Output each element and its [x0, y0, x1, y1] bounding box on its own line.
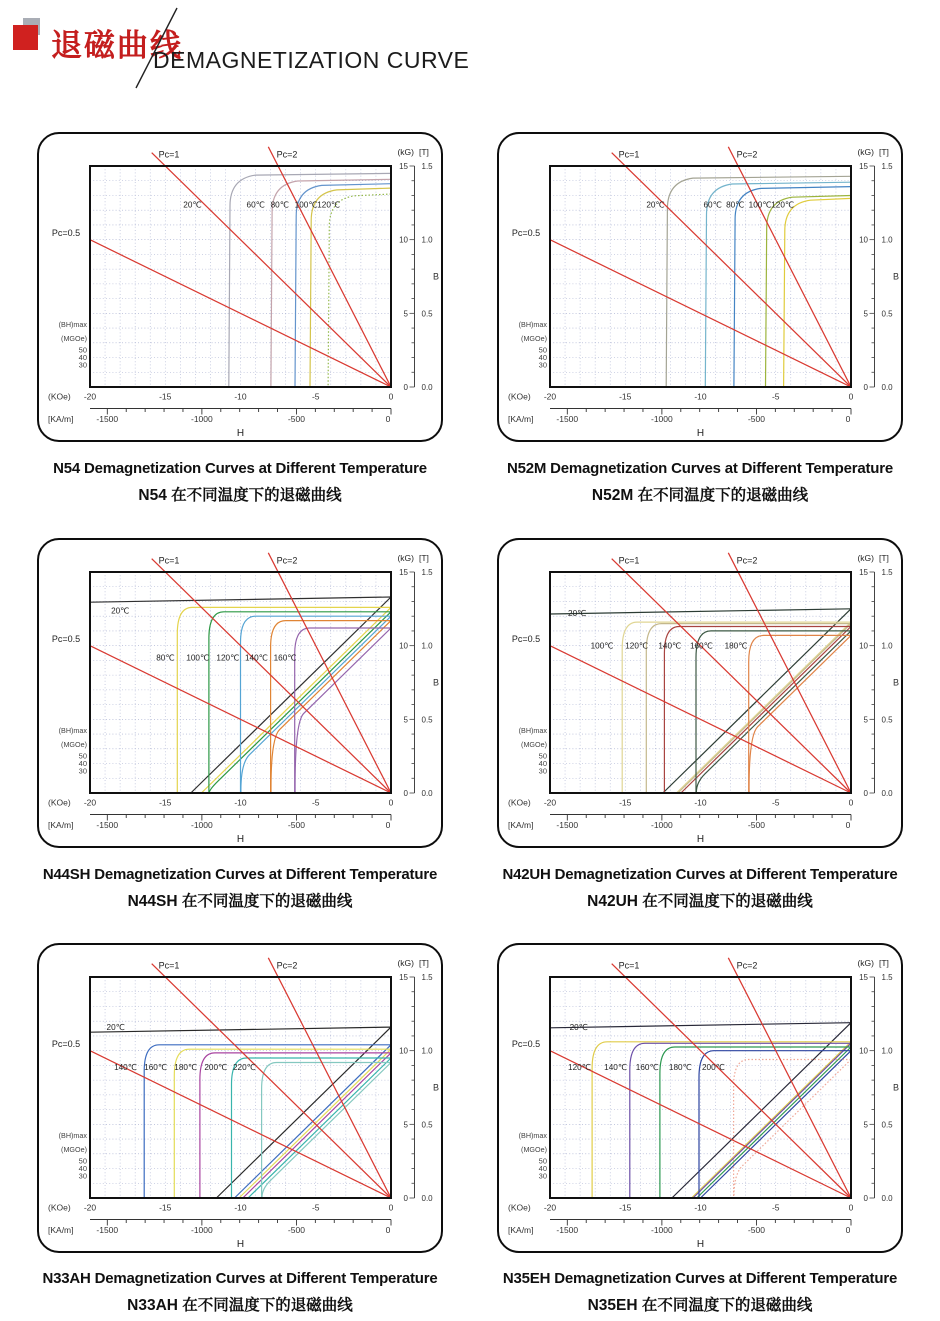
svg-text:10: 10 [859, 235, 868, 245]
svg-text:(MGOe): (MGOe) [521, 334, 547, 343]
svg-text:Pc=0.5: Pc=0.5 [511, 228, 541, 238]
bhmax-labels [519, 726, 548, 775]
svg-text:1.0: 1.0 [881, 641, 893, 651]
svg-text:0.0: 0.0 [421, 788, 433, 798]
svg-text:220℃: 220℃ [232, 1062, 256, 1072]
svg-text:5: 5 [863, 715, 868, 725]
svg-text:0: 0 [388, 797, 394, 808]
svg-text:[T]: [T] [419, 958, 429, 968]
svg-text:0.5: 0.5 [421, 1120, 433, 1130]
svg-text:-5: -5 [311, 797, 320, 808]
svg-text:0.0: 0.0 [881, 788, 893, 798]
svg-text:50: 50 [78, 345, 87, 355]
svg-text:0: 0 [403, 788, 408, 798]
svg-text:0: 0 [845, 820, 851, 830]
b-axis [399, 162, 439, 392]
chart-panel-n52m [497, 132, 903, 442]
svg-text:120℃: 120℃ [216, 653, 240, 663]
chart-panel-n44sh [37, 538, 443, 848]
caption-n35eh-zh: N35EH 在不同温度下的退磁曲线 [587, 1297, 813, 1314]
caption-n44sh-en: N44SH Demagnetization Curves at Different Temperature [42, 866, 438, 883]
svg-text:-15: -15 [619, 797, 632, 808]
svg-text:50: 50 [78, 1156, 87, 1166]
svg-text:80℃: 80℃ [270, 200, 289, 210]
svg-text:0.0: 0.0 [881, 382, 893, 392]
svg-text:0.0: 0.0 [421, 382, 433, 392]
svg-text:-1000: -1000 [191, 414, 213, 424]
chart-panel-n35eh [497, 943, 903, 1253]
svg-text:160℃: 160℃ [635, 1062, 659, 1072]
svg-text:10: 10 [399, 641, 408, 651]
svg-text:(kG): (kG) [857, 147, 874, 157]
caption-n42uh-zh: N42UH 在不同温度下的退磁曲线 [587, 893, 813, 910]
svg-text:180℃: 180℃ [668, 1062, 692, 1072]
svg-text:-1500: -1500 [556, 820, 579, 830]
svg-text:15: 15 [859, 568, 868, 577]
bhmax-labels [59, 320, 88, 369]
svg-text:[KA/m]: [KA/m] [508, 414, 534, 424]
demag-chart-n33ah [40, 947, 441, 1250]
svg-text:Pc=1: Pc=1 [158, 960, 180, 971]
h-axis-koe [48, 1203, 394, 1213]
svg-text:30: 30 [538, 766, 547, 776]
svg-text:20℃: 20℃ [646, 200, 665, 210]
svg-text:-15: -15 [159, 797, 172, 808]
svg-text:180℃: 180℃ [724, 641, 748, 651]
svg-text:B: B [432, 271, 440, 282]
svg-text:(kG): (kG) [397, 958, 414, 968]
svg-text:160℃: 160℃ [273, 653, 297, 663]
svg-text:5: 5 [403, 1120, 408, 1130]
svg-text:0: 0 [848, 391, 854, 402]
svg-text:-500: -500 [287, 414, 305, 424]
svg-text:(BH)max: (BH)max [58, 320, 87, 329]
svg-text:(kG): (kG) [397, 147, 414, 157]
svg-text:1.0: 1.0 [421, 235, 433, 245]
caption-n35eh-en: N35EH Demagnetization Curves at Different Temperature [502, 1270, 898, 1287]
svg-text:1.0: 1.0 [421, 641, 433, 651]
h-axis-koe [508, 1203, 854, 1213]
svg-text:(kG): (kG) [857, 553, 874, 563]
chart-panel-n54 [37, 132, 443, 442]
svg-text:0.5: 0.5 [421, 309, 433, 319]
svg-text:50: 50 [538, 1156, 547, 1166]
svg-text:-1500: -1500 [96, 1225, 119, 1235]
svg-text:20℃: 20℃ [568, 609, 587, 619]
svg-text:[T]: [T] [879, 958, 889, 968]
h-axis-koe [48, 798, 394, 808]
svg-text:0: 0 [863, 382, 868, 392]
plot-box [550, 166, 851, 387]
svg-text:-10: -10 [694, 1202, 707, 1213]
svg-text:-1500: -1500 [96, 820, 119, 830]
svg-text:-5: -5 [311, 391, 320, 402]
svg-text:30: 30 [78, 1171, 87, 1181]
svg-text:100℃: 100℃ [186, 653, 210, 663]
svg-text:1.0: 1.0 [881, 235, 893, 245]
svg-text:Pc=2: Pc=2 [736, 149, 758, 160]
bhmax-labels [519, 320, 548, 369]
svg-text:[KA/m]: [KA/m] [48, 414, 74, 424]
demag-chart-n35eh [500, 947, 901, 1250]
svg-text:15: 15 [399, 973, 408, 982]
svg-text:-10: -10 [694, 797, 707, 808]
svg-text:140℃: 140℃ [245, 653, 268, 663]
svg-text:1.5: 1.5 [881, 162, 893, 171]
svg-text:40: 40 [538, 759, 547, 769]
svg-text:Pc=2: Pc=2 [736, 555, 758, 566]
svg-text:40: 40 [78, 353, 87, 363]
svg-text:80℃: 80℃ [156, 653, 175, 663]
svg-text:40: 40 [538, 353, 547, 363]
grid [550, 166, 851, 387]
svg-text:0: 0 [863, 788, 868, 798]
svg-text:-20: -20 [543, 391, 557, 402]
svg-text:(BH)max: (BH)max [518, 320, 547, 329]
b-axis [399, 973, 439, 1203]
svg-text:Pc=1: Pc=1 [158, 149, 180, 160]
svg-text:B: B [892, 271, 900, 282]
svg-text:0.5: 0.5 [421, 715, 433, 725]
svg-text:0.0: 0.0 [881, 1193, 893, 1203]
svg-text:0: 0 [845, 1225, 851, 1235]
svg-text:0: 0 [863, 1193, 868, 1203]
svg-text:(MGOe): (MGOe) [521, 740, 547, 749]
svg-text:B: B [432, 677, 440, 688]
svg-text:160℃: 160℃ [689, 641, 713, 651]
svg-text:100℃: 100℃ [590, 641, 614, 651]
svg-text:-5: -5 [771, 797, 780, 808]
svg-text:0: 0 [385, 1225, 391, 1235]
chart-panel-n33ah [37, 943, 443, 1253]
svg-text:(KOe): (KOe) [48, 391, 71, 402]
svg-text:-20: -20 [83, 1202, 97, 1213]
svg-text:180℃: 180℃ [174, 1062, 198, 1072]
svg-text:H: H [696, 428, 705, 439]
svg-text:(MGOe): (MGOe) [61, 334, 87, 343]
svg-text:10: 10 [859, 641, 868, 651]
b-axis [859, 162, 899, 392]
h-axis-kam [508, 1220, 851, 1251]
svg-text:120℃: 120℃ [317, 200, 341, 210]
page-title-english: DEMAGNETIZATION CURVE [153, 47, 470, 73]
svg-text:0.5: 0.5 [881, 309, 893, 319]
svg-text:-1500: -1500 [96, 414, 119, 424]
svg-text:-1000: -1000 [191, 1225, 213, 1235]
svg-text:(MGOe): (MGOe) [61, 740, 87, 749]
svg-text:(KOe): (KOe) [508, 391, 531, 402]
svg-text:-5: -5 [771, 1202, 780, 1213]
svg-text:30: 30 [78, 360, 87, 370]
svg-text:0: 0 [388, 1202, 394, 1213]
svg-text:B: B [892, 1082, 900, 1093]
svg-text:Pc=2: Pc=2 [276, 149, 298, 160]
demag-chart-n44sh [40, 542, 441, 845]
svg-text:[T]: [T] [419, 147, 429, 157]
svg-text:(KOe): (KOe) [508, 1202, 531, 1213]
svg-text:20℃: 20℃ [106, 1023, 125, 1033]
svg-text:(BH)max: (BH)max [58, 726, 87, 735]
svg-text:-1000: -1000 [191, 820, 213, 830]
caption-n54-zh: N54 在不同温度下的退磁曲线 [138, 487, 342, 504]
svg-text:20℃: 20℃ [569, 1023, 588, 1033]
svg-text:200℃: 200℃ [702, 1062, 725, 1072]
temperature-labels [183, 200, 340, 209]
svg-text:Pc=0.5: Pc=0.5 [511, 634, 541, 644]
svg-text:-500: -500 [287, 1225, 305, 1235]
svg-text:40: 40 [78, 759, 87, 769]
svg-text:(kG): (kG) [397, 553, 414, 563]
bhmax-labels [59, 726, 88, 775]
svg-text:1.0: 1.0 [881, 1046, 893, 1056]
svg-text:30: 30 [538, 360, 547, 370]
h-axis-kam [508, 409, 851, 440]
svg-text:Pc=0.5: Pc=0.5 [51, 634, 81, 644]
grid [550, 572, 851, 793]
svg-text:[KA/m]: [KA/m] [48, 1225, 74, 1235]
svg-text:0: 0 [385, 414, 391, 424]
svg-text:-15: -15 [159, 391, 172, 402]
svg-text:50: 50 [538, 345, 547, 355]
svg-text:100℃: 100℃ [748, 200, 772, 210]
svg-text:H: H [696, 1239, 705, 1250]
svg-text:-5: -5 [771, 391, 780, 402]
svg-text:160℃: 160℃ [144, 1062, 168, 1072]
svg-text:[KA/m]: [KA/m] [508, 1225, 534, 1235]
svg-text:0: 0 [845, 414, 851, 424]
bhmax-labels [519, 1131, 548, 1180]
svg-text:(BH)max: (BH)max [518, 726, 547, 735]
svg-text:120℃: 120℃ [568, 1062, 591, 1072]
svg-text:140℃: 140℃ [604, 1062, 628, 1072]
svg-text:0: 0 [385, 820, 391, 830]
svg-text:10: 10 [399, 235, 408, 245]
grid [90, 977, 391, 1198]
svg-text:80℃: 80℃ [726, 200, 745, 210]
svg-text:-500: -500 [287, 820, 305, 830]
svg-text:-20: -20 [83, 797, 97, 808]
svg-text:120℃: 120℃ [771, 200, 795, 210]
b-axis [859, 568, 899, 798]
grid [90, 166, 391, 387]
svg-text:-500: -500 [747, 414, 765, 424]
svg-text:30: 30 [538, 1171, 547, 1181]
svg-text:-1000: -1000 [651, 414, 673, 424]
h-axis-koe [508, 392, 854, 402]
bhmax-labels [59, 1131, 88, 1180]
caption-n52m-zh: N52M 在不同温度下的退磁曲线 [591, 487, 809, 504]
plot-box [90, 977, 391, 1198]
svg-text:15: 15 [399, 568, 408, 577]
svg-text:[T]: [T] [419, 553, 429, 563]
svg-text:60℃: 60℃ [703, 200, 722, 210]
svg-text:B: B [432, 1082, 440, 1093]
svg-text:Pc=0.5: Pc=0.5 [511, 1039, 541, 1049]
svg-text:20℃: 20℃ [183, 200, 202, 210]
svg-text:[KA/m]: [KA/m] [508, 820, 534, 830]
svg-text:15: 15 [399, 162, 408, 171]
svg-text:5: 5 [403, 715, 408, 725]
svg-text:H: H [236, 834, 245, 845]
svg-text:-15: -15 [619, 1202, 632, 1213]
svg-text:-10: -10 [694, 391, 707, 402]
svg-text:60℃: 60℃ [246, 200, 265, 210]
svg-text:40: 40 [538, 1164, 547, 1174]
h-axis-kam [48, 815, 391, 846]
h-axis-kam [508, 815, 851, 846]
svg-text:-1000: -1000 [651, 820, 673, 830]
svg-text:30: 30 [78, 766, 87, 776]
page-title-chinese: 退磁曲线 [51, 28, 183, 63]
svg-text:0: 0 [848, 797, 854, 808]
svg-text:Pc=2: Pc=2 [736, 960, 758, 971]
b-axis [399, 568, 439, 798]
svg-text:Pc=1: Pc=1 [158, 555, 180, 566]
plot-box [90, 166, 391, 387]
demag-chart-n52m [500, 136, 901, 439]
svg-text:-15: -15 [619, 391, 632, 402]
svg-text:10: 10 [399, 1046, 408, 1056]
svg-text:[T]: [T] [879, 553, 889, 563]
svg-text:-10: -10 [234, 1202, 247, 1213]
svg-text:Pc=1: Pc=1 [618, 555, 640, 566]
svg-text:(MGOe): (MGOe) [521, 1145, 547, 1154]
svg-text:-20: -20 [543, 1202, 557, 1213]
plot-box [550, 572, 851, 793]
svg-text:15: 15 [859, 973, 868, 982]
svg-text:40: 40 [78, 1164, 87, 1174]
svg-text:0: 0 [848, 1202, 854, 1213]
svg-text:0.5: 0.5 [881, 715, 893, 725]
svg-text:5: 5 [863, 1120, 868, 1130]
svg-text:1.5: 1.5 [421, 568, 433, 577]
svg-text:[KA/m]: [KA/m] [48, 820, 74, 830]
svg-text:120℃: 120℃ [625, 641, 649, 651]
svg-text:(KOe): (KOe) [508, 797, 531, 808]
svg-text:(kG): (kG) [857, 958, 874, 968]
svg-text:5: 5 [863, 309, 868, 319]
svg-text:(BH)max: (BH)max [58, 1131, 87, 1140]
svg-text:(KOe): (KOe) [48, 1202, 71, 1213]
svg-text:-1500: -1500 [556, 414, 579, 424]
caption-n33ah-en: N33AH Demagnetization Curves at Different Temperature [42, 1270, 438, 1287]
svg-text:0.5: 0.5 [881, 1120, 893, 1130]
svg-text:(KOe): (KOe) [48, 797, 71, 808]
svg-text:-20: -20 [83, 391, 97, 402]
svg-text:1.5: 1.5 [881, 973, 893, 982]
temperature-labels [111, 606, 296, 662]
svg-text:Pc=0.5: Pc=0.5 [51, 228, 81, 238]
b-axis [859, 973, 899, 1203]
h-axis-koe [48, 392, 394, 402]
svg-text:-20: -20 [543, 797, 557, 808]
svg-text:15: 15 [859, 162, 868, 171]
caption-n42uh-en: N42UH Demagnetization Curves at Different Temperature [502, 866, 898, 883]
h-axis-kam [48, 409, 391, 440]
svg-text:H: H [236, 428, 245, 439]
svg-text:-500: -500 [747, 1225, 765, 1235]
svg-text:100℃: 100℃ [294, 200, 318, 210]
svg-text:1.5: 1.5 [881, 568, 893, 577]
svg-text:[T]: [T] [879, 147, 889, 157]
svg-text:50: 50 [538, 751, 547, 761]
svg-text:140℃: 140℃ [114, 1062, 137, 1072]
svg-text:-1000: -1000 [651, 1225, 673, 1235]
svg-text:20℃: 20℃ [111, 606, 130, 616]
svg-text:50: 50 [78, 751, 87, 761]
svg-text:-10: -10 [234, 797, 247, 808]
svg-text:Pc=2: Pc=2 [276, 555, 298, 566]
svg-text:(BH)max: (BH)max [518, 1131, 547, 1140]
h-axis-koe [508, 798, 854, 808]
svg-text:5: 5 [403, 309, 408, 319]
svg-text:Pc=2: Pc=2 [276, 960, 298, 971]
caption-n44sh-zh: N44SH 在不同温度下的退磁曲线 [127, 893, 353, 910]
caption-n33ah-zh: N33AH 在不同温度下的退磁曲线 [127, 1297, 353, 1314]
svg-text:(MGOe): (MGOe) [61, 1145, 87, 1154]
svg-text:10: 10 [859, 1046, 868, 1056]
svg-text:1.5: 1.5 [421, 973, 433, 982]
svg-text:-5: -5 [311, 1202, 320, 1213]
svg-text:-15: -15 [159, 1202, 172, 1213]
caption-n52m-en: N52M Demagnetization Curves at Different Temperature [506, 460, 894, 477]
svg-text:-500: -500 [747, 820, 765, 830]
caption-n54-en: N54 Demagnetization Curves at Different Temperature [53, 460, 427, 477]
svg-text:B: B [892, 677, 900, 688]
svg-text:0: 0 [388, 391, 394, 402]
svg-text:1.0: 1.0 [421, 1046, 433, 1056]
svg-text:200℃: 200℃ [204, 1062, 228, 1072]
svg-text:H: H [696, 834, 705, 845]
svg-text:140℃: 140℃ [658, 641, 682, 651]
h-axis-kam [48, 1220, 391, 1251]
svg-text:0: 0 [403, 382, 408, 392]
svg-text:-1500: -1500 [556, 1225, 579, 1235]
svg-text:0: 0 [403, 1193, 408, 1203]
chart-panel-n42uh [497, 538, 903, 848]
demag-chart-n54 [40, 136, 441, 439]
svg-text:Pc=1: Pc=1 [618, 960, 640, 971]
svg-text:1.5: 1.5 [421, 162, 433, 171]
svg-text:0.0: 0.0 [421, 1193, 433, 1203]
svg-text:H: H [236, 1239, 245, 1250]
svg-text:Pc=1: Pc=1 [618, 149, 640, 160]
demag-chart-n42uh [500, 542, 901, 845]
svg-text:Pc=0.5: Pc=0.5 [51, 1039, 81, 1049]
svg-text:-10: -10 [234, 391, 247, 402]
